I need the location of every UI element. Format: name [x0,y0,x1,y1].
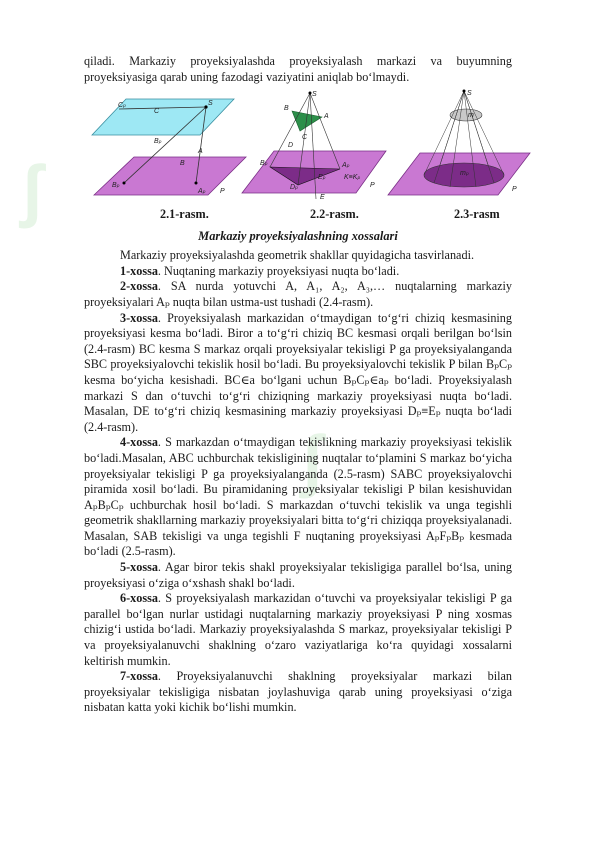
caption-fig-2-2: 2.2-rasm. [310,207,359,222]
fig1-label-bp: Bₚ [112,182,120,190]
property-text: . Proyeksiyalanuvchi shaklning proyeksiyalar markazi bilan proyeksiyalar tekisligiga nisbatan joylashuviga qarab uning proyeksiyasi o‘ziga nisbatan katta yoki kichik bo‘lishi mumkin. [84,669,512,715]
fig1-label-bp-top: Bₚ [154,138,162,146]
fig2-label-c: C [302,134,308,142]
fig2-label-d: D [288,142,294,150]
property-text: . Nuqtaning markaziy proyeksiyasi nuqta bo‘ladi. [157,263,400,278]
properties-list [84,248,512,716]
property-lead: 4-xossa [120,435,158,450]
property-paragraph [84,435,512,560]
fig2-label-dp: Dₚ [290,184,299,192]
caption-fig-2-3: 2.3-rasm [454,207,500,222]
property-text: . S proyeksiyalash markazidan o‘tuvchi va proyeksiyalar tekisligi P ga parallel bo‘lgan nurlar ustidagi nuqtalarning markaziy proyeksiyasi P ning xosmas chizig‘i ustida bo‘ladi. Markaziy proyeksiyalashda S markaz, proyeksiyalar tekisligi P va proyeksiyalanuvchi shaklning o‘zaro vaziyatlariga ko‘ra quyidagi xossalarni keltirish mumkin. [84,591,512,668]
fig2-label-p: P [370,182,375,190]
property-lead: 1-xossa [120,263,158,278]
fig2-label-s: S [312,91,317,99]
fig2-label-a: A [324,113,329,121]
fig2-label-b: B [284,105,289,113]
property-paragraph [84,264,512,280]
fig3-label-m: m [468,112,474,120]
fig1-label-c: C [154,108,160,116]
property-paragraph [84,560,512,591]
figure-2-1 [92,99,246,195]
property-paragraph [84,591,512,669]
property-paragraph [84,248,512,264]
figure-captions [84,205,512,225]
fig1-label-a: A [198,148,203,156]
figures-row [84,87,517,205]
property-text: . Proyeksiyalash markazidan o‘tmaydigan to‘g‘ri chiziq kesmasining proyeksiyasi kesma bo‘ladi. Biror a to‘g‘ri chiziq BC kesmasi orqali berilgan bo‘lsin (2.4-rasm) BC kesma S markaz orqali proyeksiyalar tekisligi P ga proyeksiyalanganda SBC proyeksiyalovchi tekislik hosil bo‘ladi. Bu proyeksiyalovchi tekislik P bilan BₚCₚ kesma bo‘yicha kesishadi. BC∈a bo‘lgani uchun BₚCₚ∈aₚ bo‘ladi. Proyeksiyalash markazi S dan o‘tuvchi to‘g‘ri chiziqning markaziy proyeksiyasi nuqta bo‘ladi. Masalan, DE to‘g‘ri chiziq kesmasining markaziy proyeksiyasi Dₚ≡Eₚ nuqta bo‘ladi (2.4-rasm). [84,310,512,434]
fig1-label-p: P [220,188,225,196]
fig2-label-bp: Bₚ [260,160,268,168]
figure-2-2 [242,91,386,201]
figures-svg [84,87,517,205]
fig2-label-ap: Aₚ [342,162,350,170]
page [84,54,517,716]
property-lead: 7-xossa [120,669,158,684]
intro-paragraph: qiladi. Markaziy proyeksiyalashda proyeksiyalash markazi va buyumning proyeksiyasiga qarab uning fazodagi vaziyatini aniqlab bo‘lmaydi. [84,54,512,84]
watermark: ʃ [300,421,324,499]
property-lead: 6-xossa [120,591,158,606]
property-text: . SA nurda yotuvchi A, A₁, A₂, A₃,… nuqtalarning markaziy proyeksiyalari Aₚ nuqta bilan ustma-ust tushadi (2.4-rasm). [84,279,512,309]
fig1-label-ap: Aₚ [198,188,206,196]
fig3-label-s: S [467,90,472,98]
property-lead: 2-xossa [120,279,158,294]
fig2-label-e: E [320,194,325,202]
property-text: Markaziy proyeksiyalashda geometrik shakllar quyidagicha tasvirlanadi. [120,248,474,263]
property-paragraph [84,669,512,716]
fig1-label-cp: Cₚ [118,102,127,110]
fig1-label-b: B [180,160,185,168]
figure-2-3 [388,90,530,196]
fig1-top-plane [92,99,234,135]
property-lead: 5-xossa [120,560,158,575]
fig2-label-k: K≡Kₚ [344,174,361,182]
section-title: Markaziy proyeksiyalashning xossalari [198,229,398,244]
property-lead: 3-xossa [120,310,158,325]
caption-fig-2-1: 2.1-rasm. [160,207,209,222]
fig3-label-p: P [512,186,517,194]
fig3-label-mp: mₚ [460,170,469,178]
fig2-label-ep: Eₚ [318,174,326,182]
property-text: . S markazdan o‘tmaydigan tekislikning markaziy proyeksiyasi tekislik bo‘ladi.Masalan, ABC uchburchak tekisligining nuqtalar to‘plamini S markaz bo‘yicha proyeksiyalar tekisligi P ga proyeksiyalanganda (2.5-rasm) SABC proyeksiyalovchi piramida xosil bo‘ladi. Bu piramidaning proyeksiyalar tekisligi P bilan kesishuvidan AₚBₚCₚ uchburchak hosil bo‘ladi. S markazdan o‘tuvchi tekislik va unga tegishli geometrik shakllarning markaziy proyeksiyalari bitta to‘g‘ri chiziqqa proyeksiyalanadi. Masalan, SAB tekisligi va unga tegishli F nuqtaning proyeksiyasi AₚFₚBₚ kesmada bo‘ladi (2.5-rasm). [84,435,512,559]
watermark: ʃ [20,151,44,229]
fig1-label-s: S [208,100,213,108]
property-paragraph [84,279,512,310]
property-text: . Agar biror tekis shakl proyeksiyalar tekisligiga parallel bo‘lsa, uning proyeksiyasi o‘ziga o‘xshash shakl bo‘ladi. [84,560,512,590]
property-paragraph [84,311,512,436]
